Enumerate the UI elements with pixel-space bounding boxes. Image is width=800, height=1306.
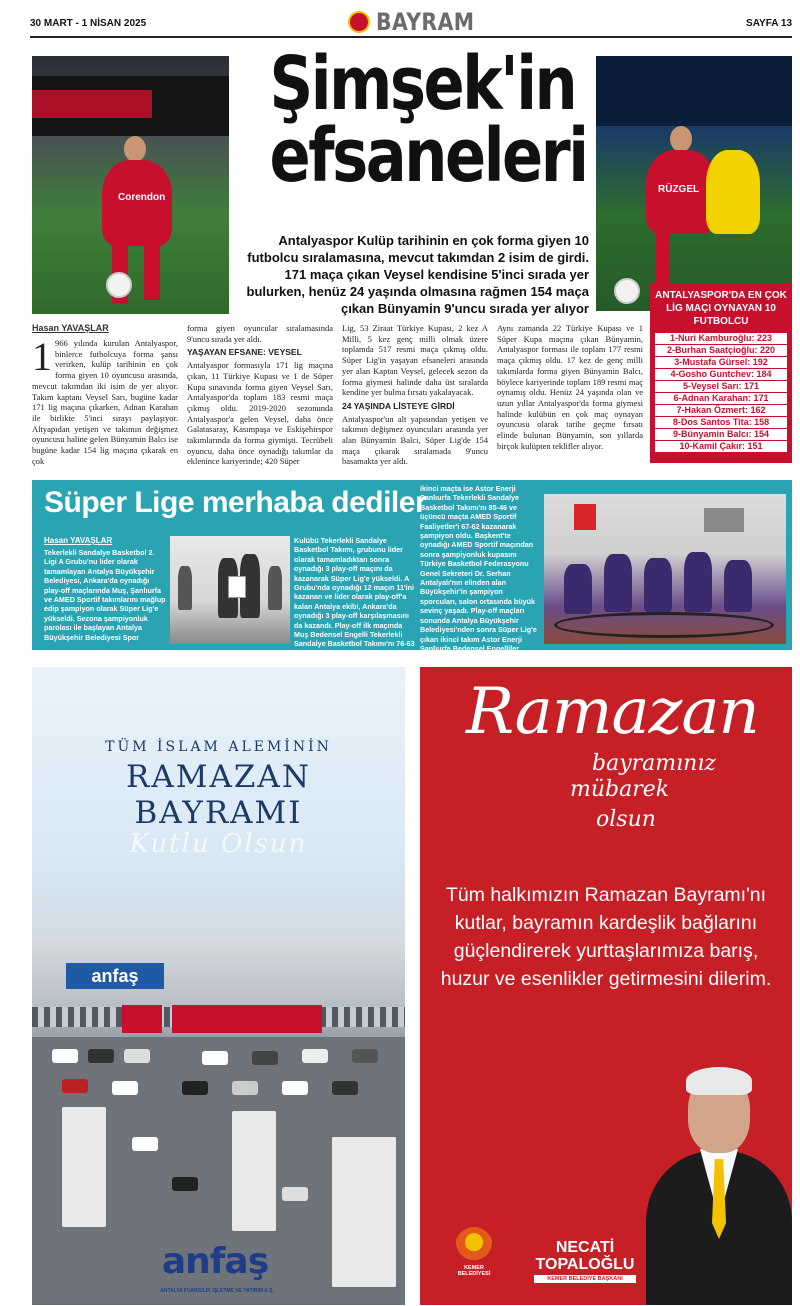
ad-subtitle: olsun <box>596 807 656 832</box>
car <box>132 1137 158 1151</box>
newspaper-logo <box>348 8 492 36</box>
stadium-banner <box>32 90 152 118</box>
ranking-title: ANTALYASPOR'DA EN ÇOK LİG MAÇI OYNAYAN 10 FUTBOLCU <box>655 290 787 327</box>
car <box>282 1187 308 1201</box>
section-text: Tekerlekli Sandalye Basketbol 2. Ligi A Grubu'nu lider olarak tamamlayan Antalya Büyükşehir Belediyesi, Ankara'da oynadığı play-off maçlarında Muş, Şanlıurfa ve AMED Sportif takımlarını mağlup edip şampiyon olarak Süper Lig'e yükseldi. Sezona şampiyonluk parolası ile başlayan Antalya Büyükşehir Belediyesi Spor <box>44 548 166 642</box>
turkish-flag-banner <box>172 1005 232 1033</box>
kemer-municipality-logo <box>452 1227 496 1277</box>
super-lig-section <box>32 480 792 663</box>
section-byline: Hasan YAVAŞLAR <box>44 536 113 545</box>
ad-script: Kutlu Olsun <box>129 829 308 859</box>
expo-banner <box>122 1005 162 1033</box>
mayor-title: KEMER BELEDİYE BAŞKANI <box>534 1275 636 1283</box>
ranking-item: 8-Dos Santos Tita: 158 <box>655 417 787 428</box>
mayor-first-name: NECATİ <box>555 1239 615 1256</box>
person-figure <box>178 566 192 610</box>
mayor-last-name: TOPALOĞLU <box>535 1256 635 1273</box>
photo-award-ceremony <box>170 536 290 644</box>
ranking-item: 3-Mustafa Gürsel: 192 <box>655 357 787 368</box>
ad-title: Ramazan <box>466 675 759 749</box>
portrait-hair <box>686 1067 752 1095</box>
turkish-flag <box>574 504 596 530</box>
deck: Antalyaspor Kulüp tarihinin en çok forma giyen 10 futbolcu sıralamasına, mevcut takımdan 2 isim de girdi. 171 maça çıkan Veysel kendisine 5'inci sırada yer bulurken, henüz 24 yaşında olmasına rağmen 154 maça çıkan Bünyamin 9'uncu sırada yer alıyor <box>246 233 589 316</box>
scoreboard <box>704 508 744 532</box>
kemer-logo-text: KEMER BELEDİYESİ <box>457 1265 491 1277</box>
person-figure <box>268 566 282 610</box>
car <box>202 1051 228 1065</box>
certificate <box>228 576 246 598</box>
page-number: SAYFA 13 <box>746 18 792 29</box>
player-figure <box>604 554 632 612</box>
ranking-item: 6-Adnan Karahan: 171 <box>655 393 787 404</box>
car <box>182 1081 208 1095</box>
player-figure <box>644 558 672 612</box>
ranking-box <box>650 283 792 463</box>
brand-name: BAYRAM <box>376 8 475 36</box>
emblem-icon <box>348 11 370 33</box>
opponent-player <box>706 150 760 234</box>
photo-bunyamin <box>596 56 792 311</box>
player-figure <box>724 560 752 612</box>
headline-line: efsaneleri <box>269 113 587 199</box>
subheading: 24 YAŞINDA LİSTEYE GİRDİ <box>342 400 455 411</box>
ranking-item: 2-Burhan Saatçioğlu: 220 <box>655 345 787 356</box>
car <box>302 1049 328 1063</box>
subheading: YAŞAYAN EFSANE: VEYSEL <box>187 347 302 358</box>
player-head <box>124 136 146 162</box>
ad-subtitle: bayramınız <box>592 751 716 776</box>
player-figure <box>564 564 592 614</box>
car <box>252 1051 278 1065</box>
car <box>332 1081 358 1095</box>
masthead <box>30 8 792 38</box>
ranking-item: 5-Veysel Sarı: 171 <box>655 381 787 392</box>
car <box>88 1049 114 1063</box>
player-figure <box>684 552 712 612</box>
column-text: Lig, 53 Ziraat Türkiye Kupası, 2 kez A Milli, 5 kez genç milli olmak üzere toplamda 517 resmi maça çıkmış oldu. Süper Lig'in yaşayan efsaneleri arasında yer alan Kaptan Veysel, gelecek sezon da forma giymesi halinde daha üst sıralarda kendine yer bulma fırsatı yakalayacak. <box>342 323 488 398</box>
building-sign: anfaş <box>66 963 164 989</box>
car <box>62 1079 88 1093</box>
photo-team-celebration <box>544 494 786 644</box>
issue-date: 30 MART - 1 NİSAN 2025 <box>30 18 147 29</box>
article-column <box>187 323 333 467</box>
player-leg <box>144 244 160 300</box>
ranking-item: 9-Bünyamin Balcı: 154 <box>655 429 787 440</box>
ad-anfas <box>32 667 405 1305</box>
anfas-logo: anfaş <box>161 1241 269 1282</box>
section-text: ikinci maçta ise Astor Enerji Şanlıurfa Tekerlekli Sandalye Basketbol Takımı'nı 85-46 ve üçüncü maçta AMED Sportif Faaliyetler'i 67-62 kazanarak şampiyon oldu. Başkent'te oynadığı AMED Sportif maçından sonra şampiyonluk kupasını Türkiye Basketbol Federasyonu Genel Sekreteri Dr. Serhan Antalyalı'nın elinden alan Büyükşehir'in şampiyon sporcuları, salon ortasında büyük sevinç yaşadı. Play-off maçları sonunda Antalya Büyükşehir Belediyesi'nden sonra Süper Lig'e çıkan ikinci takım Astor Enerji Şanlıurfa Bedensel Engelliler Tekerlekli Sandalye Basketbol <box>420 484 537 663</box>
jersey-sponsor: RÜZGEL <box>658 184 700 195</box>
car <box>282 1081 308 1095</box>
car <box>232 1081 258 1095</box>
ad-heading-line: BAYRAMI <box>134 795 303 831</box>
car <box>352 1049 378 1063</box>
anfas-logo-subtitle: ANTALYA FUARCILIK İŞLETME VE YATIRIM A.Ş. <box>160 1288 274 1294</box>
mayor-portrait <box>646 1067 792 1305</box>
article-column <box>32 334 178 466</box>
article-column <box>497 323 643 451</box>
ad-line: TÜM İSLAM ALEMİNİN <box>105 739 332 755</box>
ad-message: Tüm halkımızın Ramazan Bayramı'nı kutlar, bayramın kardeşlik bağlarını güçlendirerek yurttaşlarımıza barış, huzur ve esenlikler getirmesini dilerim. <box>440 884 772 990</box>
column-text: Antalyaspor formasıyla 171 lig maçına çıkan, 11 Türkiye Kupası ve 1 de Süper Kupa sınavında forma giyen Veysel Sarı, Antalyaspor'da toplam 183 resmi maça çıkmış oldu. 2019-2020 sezonunda Antalyaspor'a gelen Veysel, daha önce Galatasaray, Kasımpaşa ve Eskişehirspor takımlarında da forma giymişti. Tecrübeli oyuncu, daha önce oynadığı takımlar da eklenince kariyerinde; 420 Süper <box>187 360 333 467</box>
headline-line: Şimşek'in <box>269 41 576 127</box>
truck <box>332 1137 396 1287</box>
car <box>112 1081 138 1095</box>
ranking-item: 7-Hakan Özmert: 162 <box>655 405 787 416</box>
truck <box>232 1111 276 1231</box>
photo-veysel <box>32 56 229 314</box>
mayor-name-block <box>534 1239 636 1283</box>
stadium-stand <box>596 56 792 126</box>
ranking-item: 4-Gosho Guntchev: 184 <box>655 369 787 380</box>
ad-heading-line: RAMAZAN <box>126 759 311 795</box>
article-byline: Hasan YAVAŞLAR <box>32 323 109 333</box>
kemer-emblem-icon <box>455 1227 493 1265</box>
ranking-item: 10-Kamil Çakır: 151 <box>655 441 787 452</box>
drop-cap: 1 <box>32 334 52 379</box>
headline <box>269 41 587 199</box>
football <box>614 278 640 304</box>
player-head <box>670 126 692 152</box>
car <box>124 1049 150 1063</box>
column-text: Aynı zamanda 22 Türkiye Kupası ve 1 Süper Kupa maçına çıkan Bünyamin, Antalyaspor forması ile toplam 177 resmi maça çıkmış oldu. 17 kez de genç milli takımlarda forma giyen Bünyamin Balcı, böylece kariyerinde toplam 189 resmi maç oynamış oldu. Henüz 24 yaşında olan ve uzun yıllar Antalyaspor'da forma giymesi halinde kulübün en çok maç oynayan oyuncusu olarak tarihe geçme fırsatı elinde bulunan Bünyamin, son yıllarda birçok kulüpten teklifler alıyor. <box>497 323 643 451</box>
player-body <box>102 160 172 246</box>
truck <box>62 1107 106 1227</box>
jersey-sponsor: Corendon <box>118 192 166 203</box>
car <box>52 1049 78 1063</box>
ad-heading <box>32 759 405 831</box>
football <box>106 272 132 298</box>
section-text: Kulübü Tekerlekli Sandalye Basketbol Takımı, grubunu lider olarak tamamladıktan sonra oynadığı 3 play-off maçını da kazanarak Süper Lig'e yükseldi. A Grubu'nda oynadığı 12 maçın 11'ini kazanan ve lider olarak play-off'a kalan Antalya ekibi, Ankara'da oynadığı 3 play-off karşılaşmasını da kazandı. Play-off ilk maçında Muş Bedensel Engelli Tekerlekli Sandalye Basketbol Takımı'nı 76-63 yenen Antalya ekibi, <box>294 536 415 658</box>
column-text: 966 yılında kurulan Antalyaspor, binlerce futbolcuya forma şansı verirken, kulüp tarihinin en çok forma giyen 10 oyuncusu arasında, mevcut takımdan iki isim de yer alıyor. Takım kaptanı Veysel Sarı, bugüne kadar 171 lig maçına çıkarken, Adnan Karahan ile birlikte 5'inci sırayı paylaşıyor. Altyapıdan yetişen ve takımın değişmez oyuncusu haline gelen Bünyamin Balcı ise bugüne kadar 154 lig maçına çıkarak en çok <box>32 338 178 466</box>
ad-subtitle: mübarek <box>570 777 670 802</box>
ranking-item: 1-Nuri Kamburoğlu: 223 <box>655 333 787 344</box>
expo-banner <box>232 1005 322 1033</box>
ad-kemer <box>420 667 792 1305</box>
column-text: forma giyen oyuncular sıralamasında 9'uncu sırada yer aldı. <box>187 323 333 344</box>
car <box>172 1177 198 1191</box>
section-title: Süper Lige merhaba dediler <box>44 486 427 519</box>
column-text: Antalyaspor'un alt yapısından yetişen ve takımın değişmez oyuncuları arasında yer alan Bünyamin Balcı, Süper Lig'de 154 maça çıkarak sıralamada 9'uncu basamakta yer aldı. <box>342 413 488 467</box>
article-column <box>342 323 488 467</box>
wheelchair-row <box>554 612 774 638</box>
